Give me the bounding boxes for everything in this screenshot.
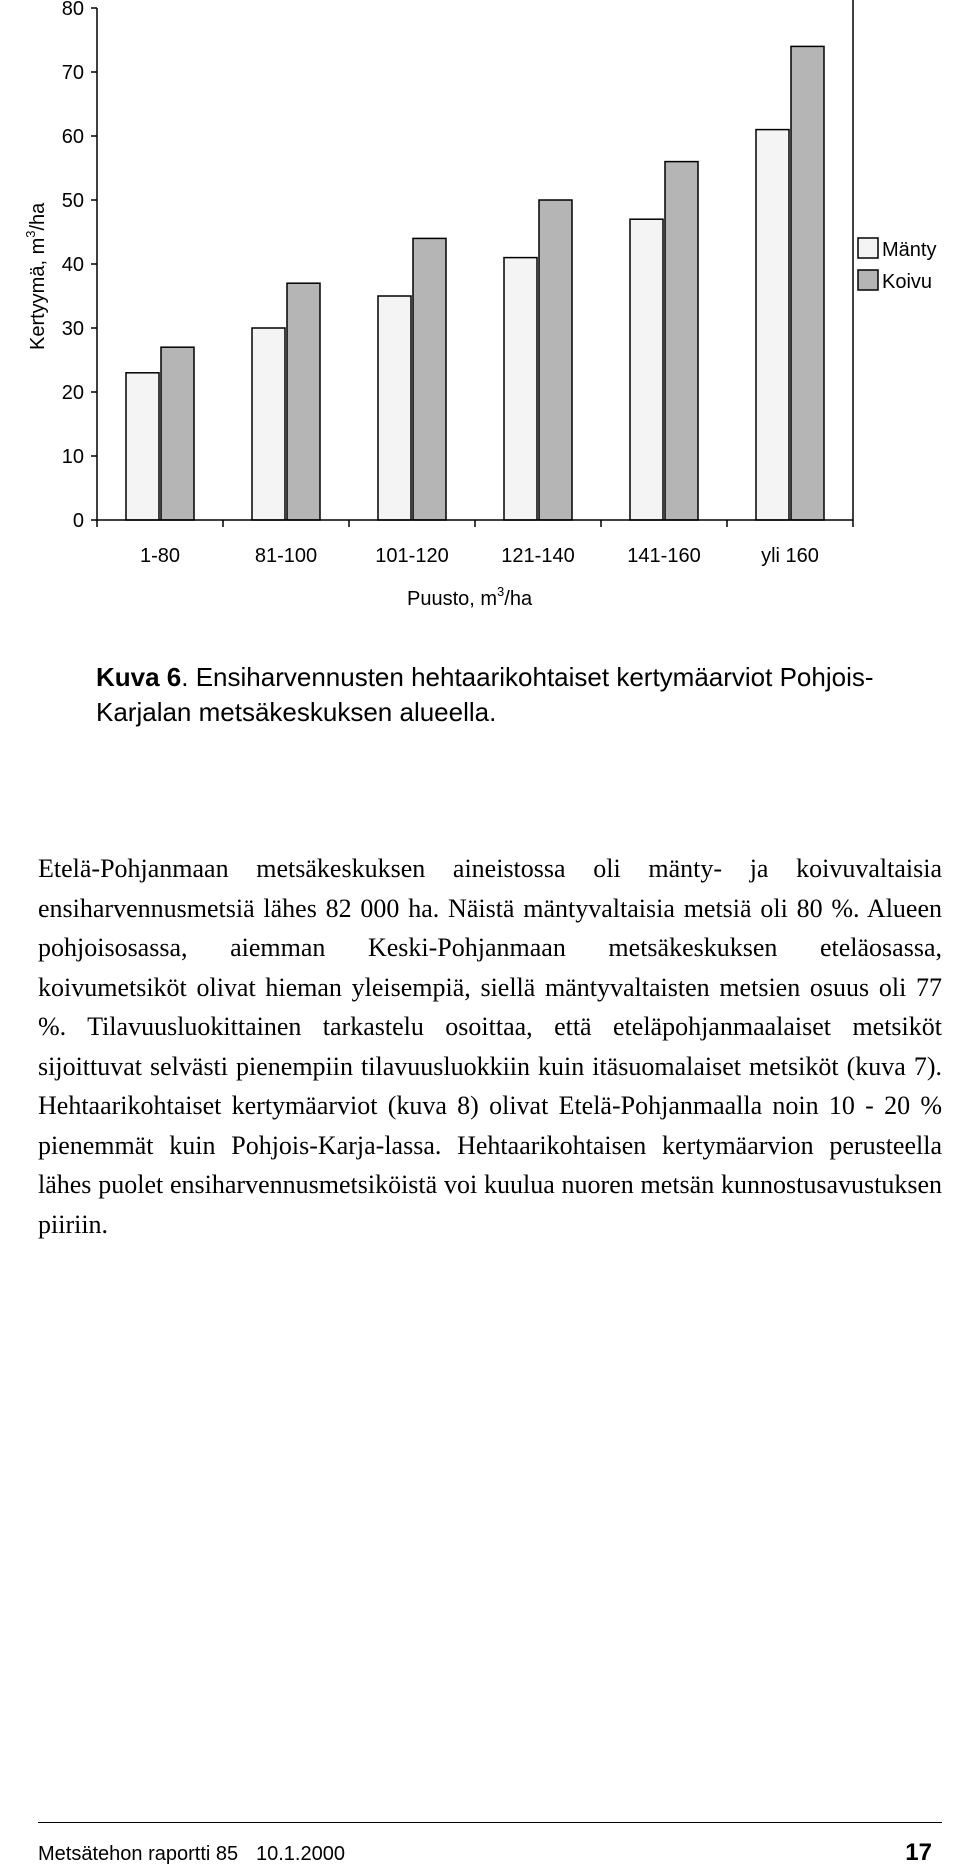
bar-koivu [287, 283, 320, 520]
bar-mänty [756, 130, 789, 520]
x-axis-label: Puusto, $m^3/ha$ [407, 584, 533, 610]
y-tick-label: 10 [61, 446, 84, 468]
x-tick-label: yli 160 [761, 545, 819, 567]
caption-label: Kuva 6 [96, 662, 182, 692]
legend-swatch-koivu [858, 270, 878, 290]
bar-koivu [161, 347, 194, 520]
y-tick-label: 70 [61, 62, 84, 84]
y-tick-label: 80 [61, 0, 84, 20]
caption-text: . Ensiharvennusten hehtaarikohtaiset kertymäarviot Pohjois-Karjalan metsäkeskuksen alueella. [96, 662, 874, 727]
figure-caption [96, 660, 876, 730]
bar-mänty [504, 258, 537, 520]
bar-mänty [126, 373, 159, 520]
page-number: 17 [905, 1839, 932, 1866]
bar-mänty [630, 219, 663, 520]
legend-label: Koivu [882, 271, 933, 293]
y-axis-label: Kertyymä, $m^3/ha$ [23, 202, 49, 350]
bars [126, 46, 824, 520]
bar-koivu [413, 238, 446, 520]
bar-mänty [252, 328, 285, 520]
legend [858, 238, 936, 293]
y-tick-label: 20 [61, 382, 84, 404]
report-date: 10.1.2000 [256, 1843, 345, 1865]
y-tick-label: 50 [61, 190, 84, 212]
bar-chart [0, 0, 960, 640]
body-text [38, 849, 942, 1244]
x-tick-label: 101-120 [375, 545, 449, 567]
y-tick-label: 60 [61, 126, 84, 148]
bar-koivu [539, 200, 572, 520]
x-tick-label: 1-80 [139, 545, 181, 567]
bar-mänty [378, 296, 411, 520]
y-tick-label: 30 [61, 318, 84, 340]
page-footer [38, 1822, 942, 1866]
legend-swatch-mänty [858, 238, 878, 258]
bar-koivu [665, 162, 698, 520]
x-axis [97, 520, 853, 567]
report-title: Metsätehon raportti 85 [38, 1843, 239, 1865]
x-tick-label: 81-100 [254, 545, 318, 567]
y-tick-label: 40 [61, 254, 84, 276]
legend-label: Mänty [882, 239, 937, 261]
x-tick-label: 121-140 [501, 545, 575, 567]
x-tick-label: 141-160 [627, 545, 701, 567]
paragraph: Etelä-Pohjanmaan metsäkeskuksen aineistossa oli mänty- ja koivuvaltaisia ensiharvennusmetsiä lähes 82 000 ha. Näistä mäntyvaltaisia metsiä oli 80 %. Alueen pohjoisosassa, aiemman Keski-Pohjanmaan metsäkeskuksen eteläosassa, koivumetsiköt olivat hieman yleisempiä, siellä mäntyvaltaisten metsien osuus oli 77 %. Tilavuusluokittainen tarkastelu osoittaa, että eteläpohjanmaalaiset metsiköt sijoittuvat selvästi pienempiin tilavuusluokkiin kuin itäsuomalaiset metsiköt (kuva 7). Hehtaarikohtaiset kertymäarviot (kuva 8) olivat Etelä-Pohjanmaalla noin 10 - 20 % pienemmät kuin Pohjois-Karja-lassa. Hehtaarikohtaisen kertymäarvion perusteella lähes puolet ensiharvennusmetsiköistä voi kuulua nuoren metsän kunnostusavustuksen piiriin. [38, 854, 942, 1239]
y-tick-label: 0 [72, 510, 84, 532]
bar-koivu [791, 46, 824, 520]
